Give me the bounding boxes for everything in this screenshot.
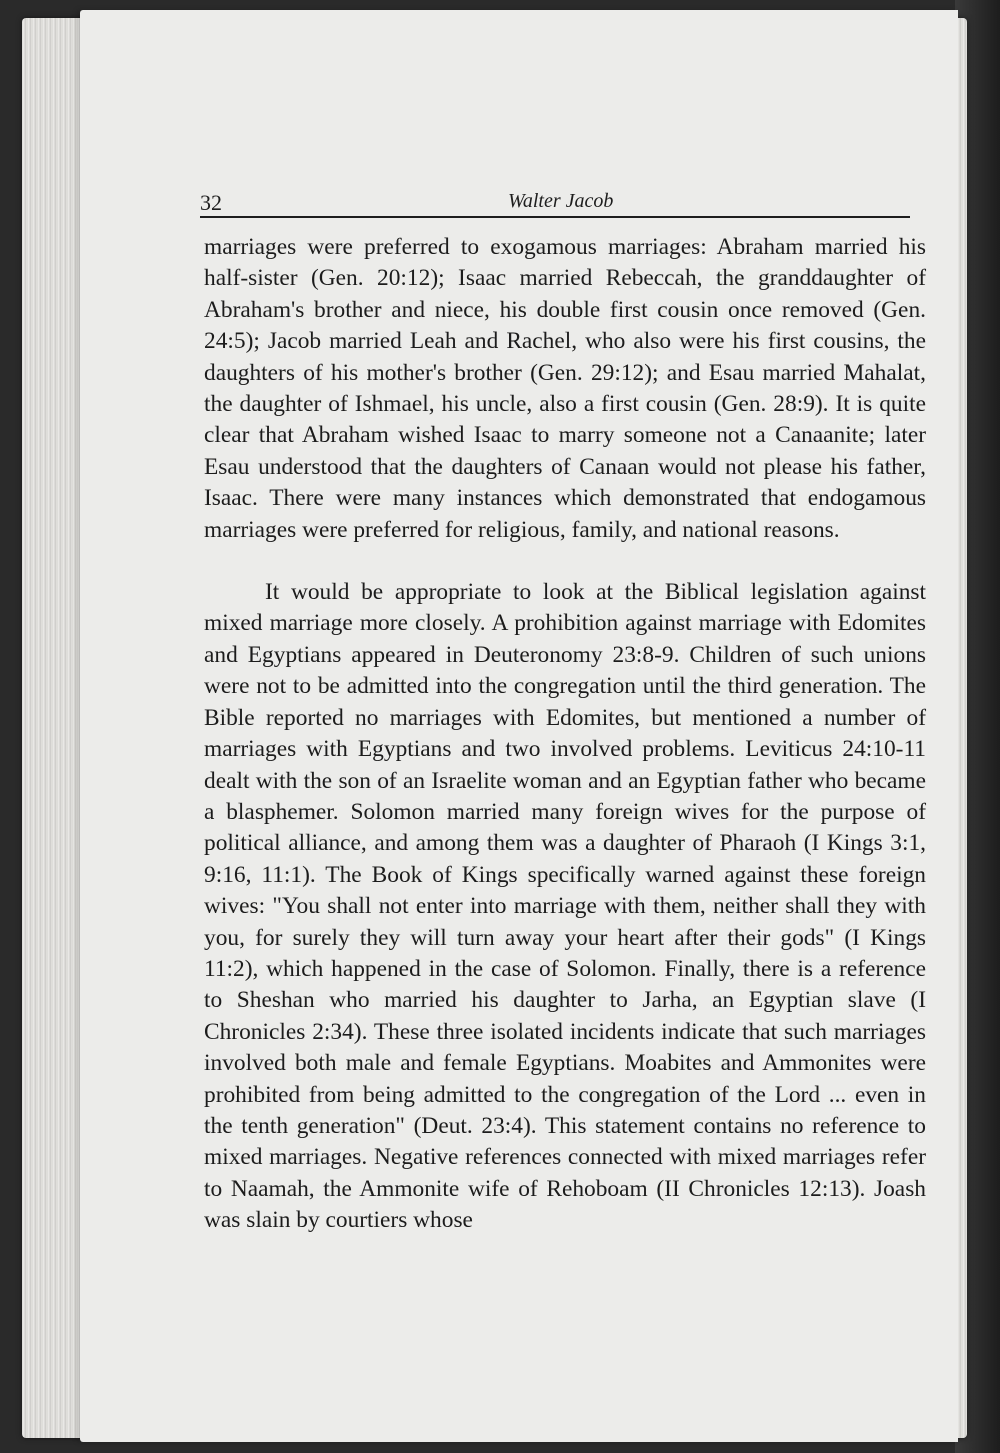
page-header xyxy=(200,190,910,218)
running-head-author: Walter Jacob xyxy=(508,190,614,212)
paragraph-1: marriages were preferred to exogamous marriages: Abraham married his half-sister (Gen. 20:12); Isaac married Rebeccah, the granddaughter of Abraham's brother and niece, his double first cousin once removed (Gen. 24:5); Jacob married Leah and Rachel, who also were his first cousins, the daughters of his mother's brother (Gen. 29:12); and Esau married Mahalat, the daughter of Ishmael, his uncle, also a first cousin (Gen. 28:9). It is quite clear that Abraham wished Isaac to marry someone not a Canaanite; later Esau understood that the daughters of Canaan would not please his father, Isaac. There were many instances which demonstrated that endogamous marriages were preferred for religious, family, and national reasons. xyxy=(204,234,926,543)
paragraph-2: It would be appropriate to look at the Biblical legislation against mixed marriage more closely. A prohibition against marriage with Edomites and Egyptians appeared in Deuteronomy 23:8-9. Children of such unions were not to be admitted into the congregation until the third generation. The Bible reported no marriages with Edomites, but mentioned a number of marriages with Egyptians and two involved problems. Leviticus 24:10-11 dealt with the son of an Israelite woman and an Egyptian father who became a blasphemer. Solomon married many foreign wives for the purpose of political alliance, and among them was a daughter of Pharaoh (I Kings 3:1, 9:16, 11:1). The Book of Kings specifically warned against these foreign wives: "You shall not enter into marriage with them, neither shall they with you, for surely they will turn away your heart after their gods" (I Kings 11:2), which happened in the case of Solomon. Finally, there is a reference to Sheshan who married his daughter to Jarha, an Egyptian slave (I Chronicles 2:34). These three isolated incidents indicate that such marriages involved both male and female Egyptians. Moabites and Ammonites were prohibited from being admitted to the congregation of the Lord ... even in the tenth generation" (Deut. 23:4). This statement contains no reference to mixed marriages. Negative references connected with mixed marriages refer to Naamah, the Ammonite wife of Rehoboam (II Chronicles 12:13). Joash was slain by courtiers whose xyxy=(204,579,926,1234)
page-number: 32 xyxy=(200,190,222,215)
body-text xyxy=(204,232,926,1237)
